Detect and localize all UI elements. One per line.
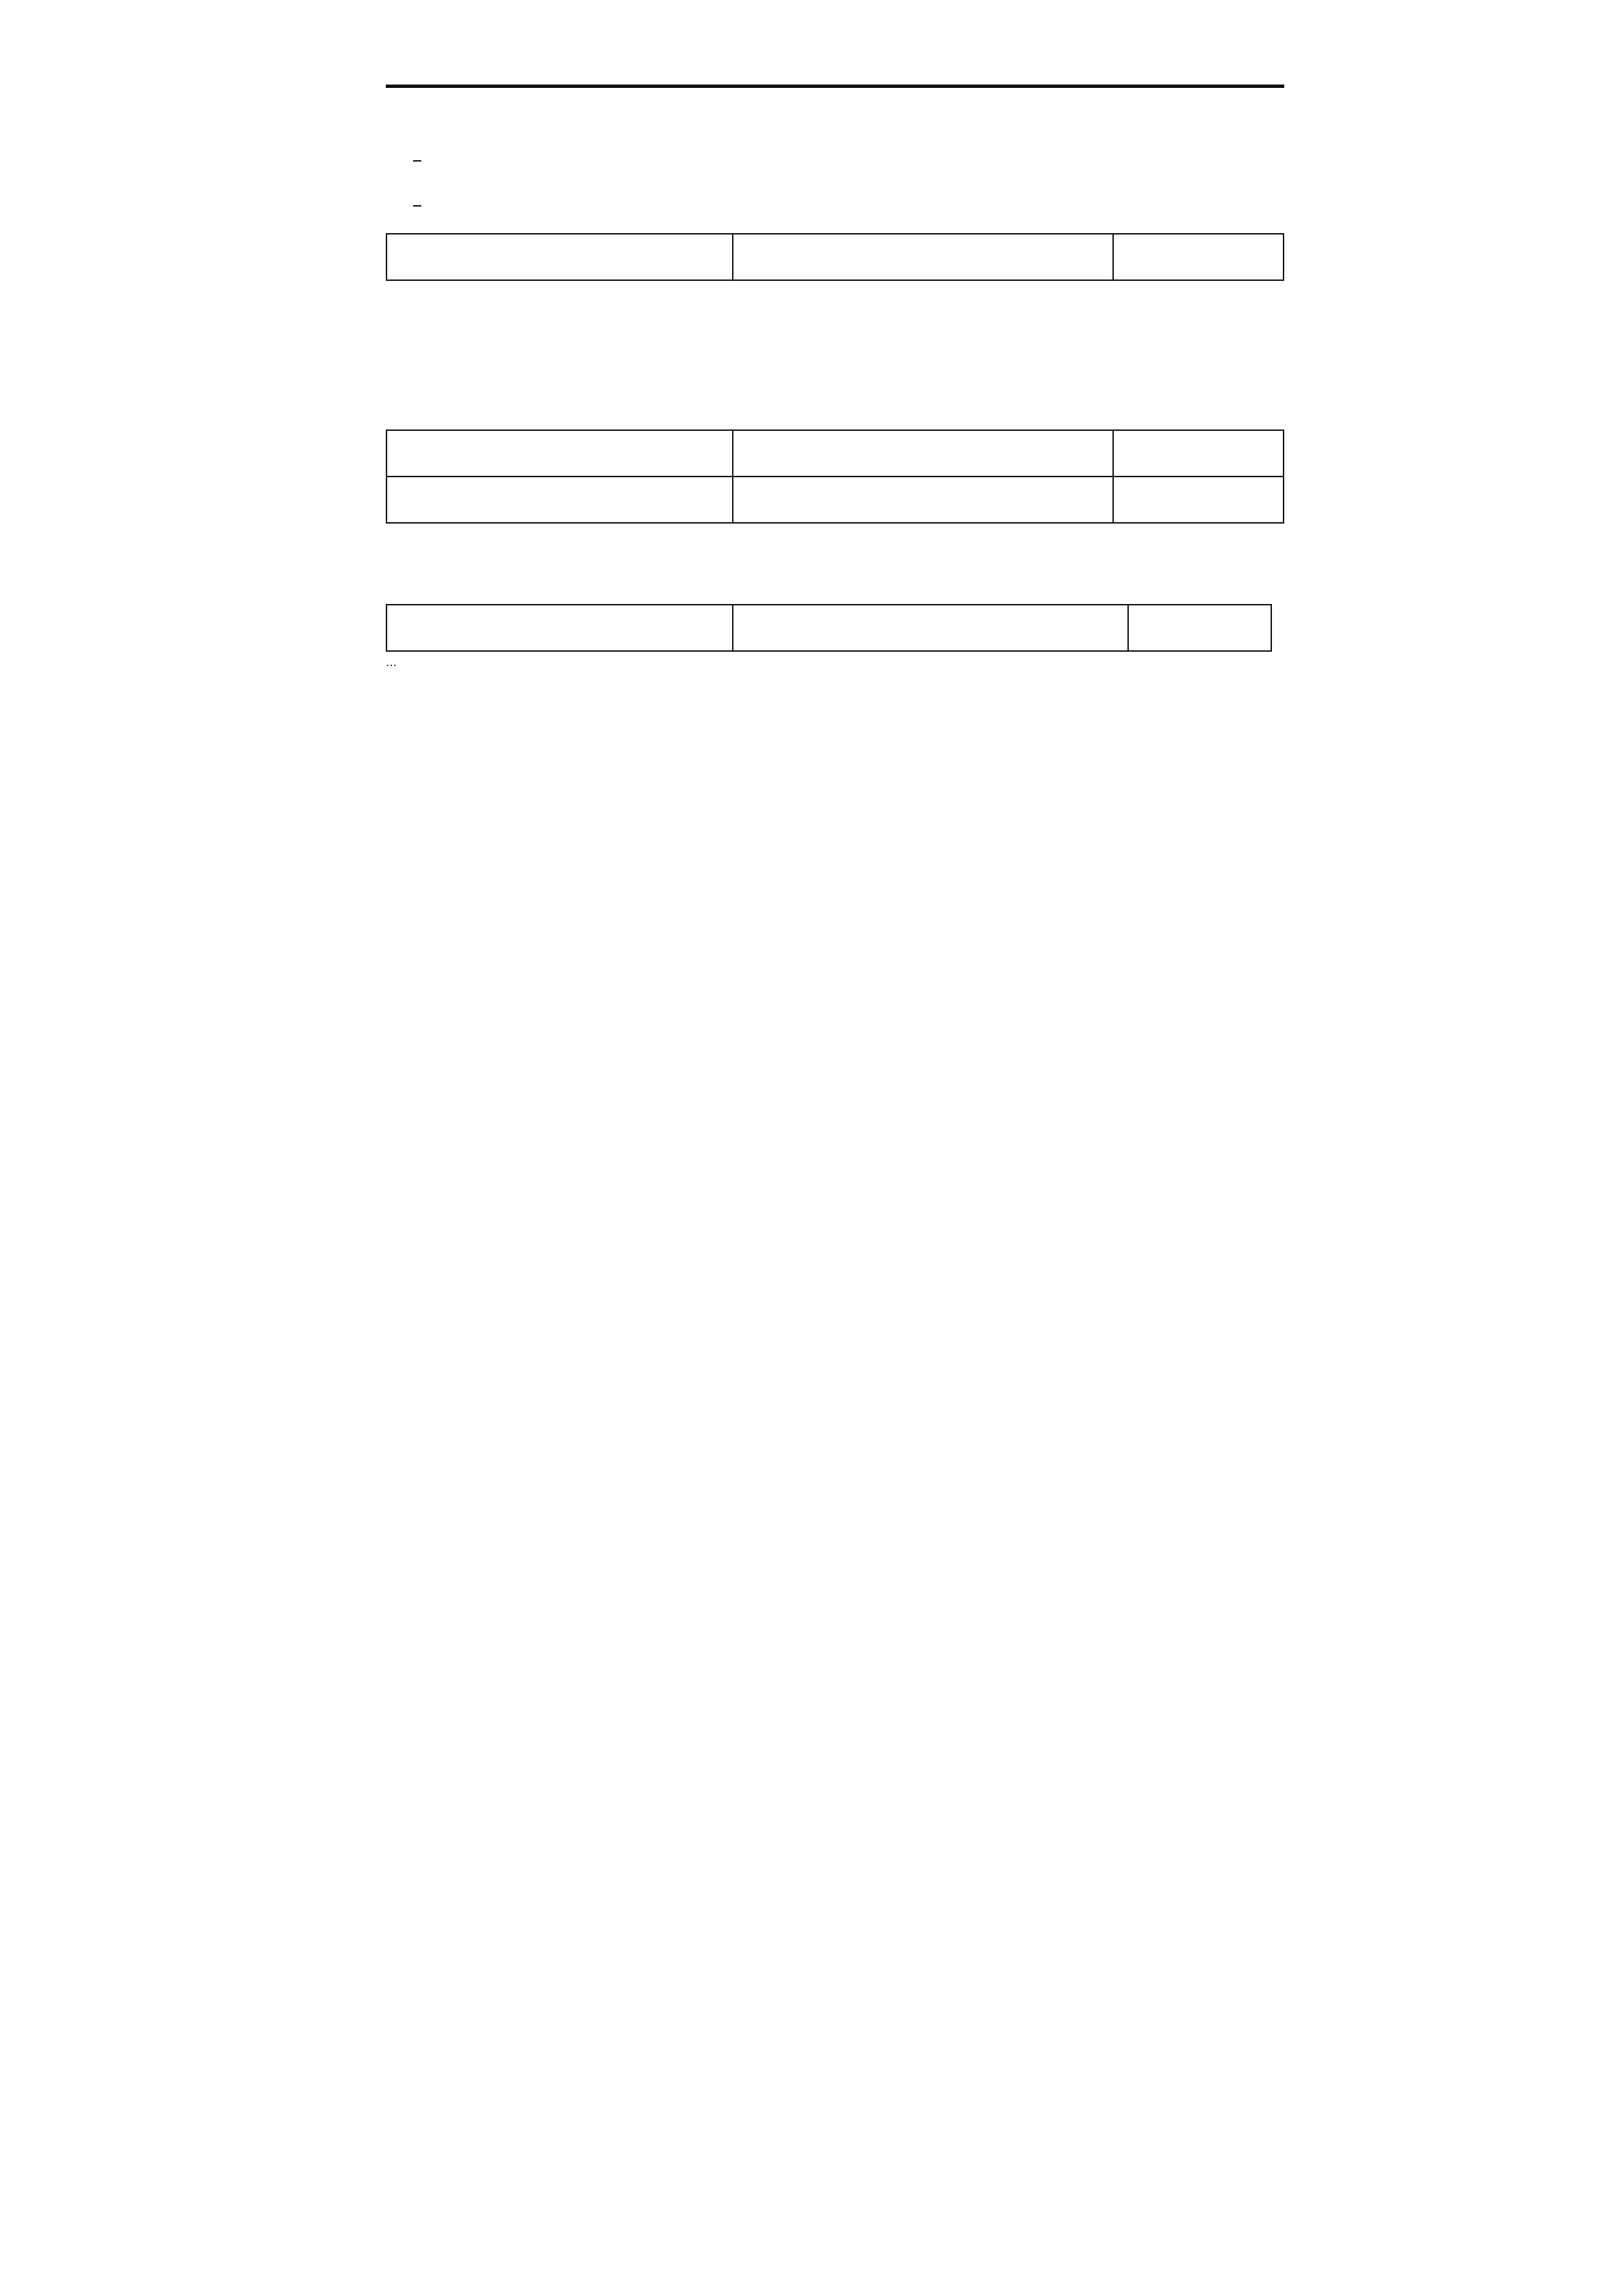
param-name	[386, 605, 733, 651]
f213-bullet-1	[386, 528, 1284, 563]
intro-line-2	[386, 138, 1284, 183]
f214-bullet-1	[386, 563, 1284, 599]
param-default	[1113, 477, 1284, 523]
param-range	[733, 234, 1113, 280]
param-range	[733, 430, 1113, 477]
f212-bullet-1	[386, 285, 1284, 320]
param-table-f212	[386, 233, 1284, 281]
table-row	[386, 605, 1271, 651]
page-content: …	[386, 102, 1284, 669]
param-default	[1113, 430, 1284, 477]
param-name	[386, 430, 733, 477]
formula-fraction-1	[413, 160, 421, 162]
f212-bullet-3	[386, 356, 1284, 391]
header-rule	[386, 85, 1284, 88]
intro-line-1	[386, 102, 1284, 138]
formula-fraction-2	[413, 205, 421, 207]
table-row	[386, 477, 1284, 523]
intro-line-3	[386, 183, 1284, 228]
f212-bullet-2	[386, 320, 1284, 356]
param-range	[733, 477, 1113, 523]
param-range	[733, 605, 1128, 651]
param-table-f215	[386, 604, 1272, 652]
param-default	[1113, 234, 1284, 280]
param-name	[386, 477, 733, 523]
param-default	[1128, 605, 1271, 651]
param-name	[386, 234, 733, 280]
table-row	[386, 430, 1284, 477]
table-row	[386, 234, 1284, 280]
param-table-f213-f214	[386, 429, 1284, 524]
